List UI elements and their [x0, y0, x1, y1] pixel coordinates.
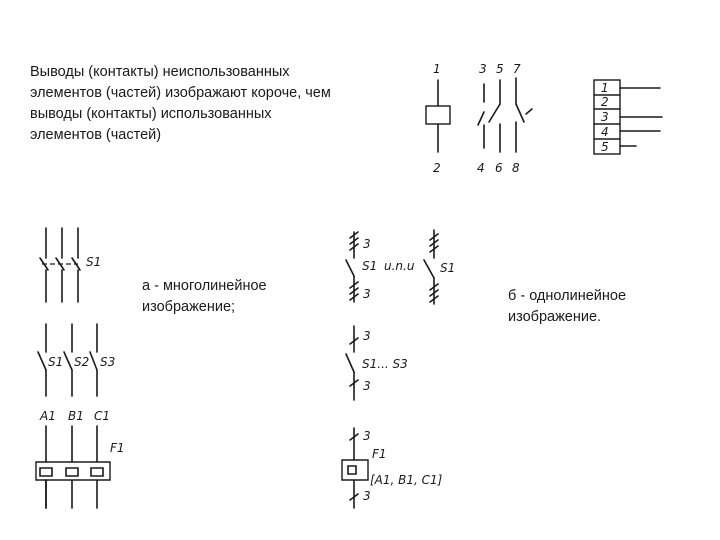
coil-symbol	[426, 106, 450, 124]
caption-line: а - многолинейное	[142, 278, 267, 294]
intro-line: Выводы (контакты) неиспользованных	[30, 64, 290, 80]
relay-label: F1	[372, 447, 387, 461]
switch-blade	[346, 260, 354, 276]
terminal-number: 5	[601, 140, 609, 154]
singleline-s1-alt	[424, 230, 455, 304]
switch-blade	[346, 354, 354, 372]
phase-label: C1	[94, 409, 111, 423]
multiline-switches-s1-s3	[38, 324, 115, 396]
singleline-f1	[342, 428, 443, 508]
switch-blade	[424, 260, 434, 278]
switch-range-label: S1... S3	[362, 357, 408, 371]
switch-mark: u.n.u	[384, 259, 415, 273]
contact-blade	[516, 104, 524, 122]
switch-label: S3	[100, 355, 116, 369]
terminal-label: 1	[433, 62, 441, 76]
pole-blade	[38, 352, 46, 370]
phase-label: A1	[40, 409, 56, 423]
intro-line: элементов (частей)	[30, 127, 162, 143]
phase-list: [A1, B1, C1]	[370, 473, 443, 487]
conductor-count: 3	[363, 429, 371, 443]
contact-blade	[526, 109, 532, 114]
conductor-count: 3	[363, 329, 371, 343]
conductor-count: 3	[363, 379, 371, 393]
conductor-count: 3	[363, 237, 371, 251]
terminal-block	[594, 80, 662, 154]
singleline-s1-s3	[346, 326, 408, 400]
switch-label: S1	[440, 261, 456, 275]
switch-label: S2	[74, 355, 90, 369]
relay-contacts-diagram	[426, 62, 532, 175]
pole-blade	[90, 352, 97, 370]
terminal-number: 2	[601, 95, 609, 109]
multiline-switch-s1	[40, 228, 101, 302]
intro-line: элементов (частей) изображают короче, чем	[30, 85, 331, 101]
intro-line: выводы (контакты) использованных	[30, 106, 272, 122]
pole-blade	[64, 352, 72, 370]
contact-blade	[478, 112, 484, 125]
terminal-number: 1	[601, 81, 609, 95]
caption-line: изображение.	[508, 309, 602, 325]
terminal-label: 8	[512, 161, 520, 175]
conductor-count: 3	[363, 489, 371, 503]
switch-label: S1	[48, 355, 64, 369]
switch-label: S1	[86, 255, 102, 269]
terminal-label: 4	[477, 161, 485, 175]
relay-frame	[342, 460, 368, 480]
caption-line: изображение;	[142, 299, 236, 315]
caption-line: б - однолинейное	[508, 288, 627, 304]
terminal-number: 4	[601, 125, 609, 139]
relay-label: F1	[110, 441, 125, 455]
singleline-s1	[346, 232, 415, 302]
switch-label: S1	[362, 259, 378, 273]
terminal-number: 3	[601, 110, 609, 124]
conductor-count: 3	[363, 287, 371, 301]
relay-frame	[36, 462, 110, 480]
terminal-label: 5	[496, 62, 504, 76]
multiline-relay-f1	[36, 409, 125, 508]
contact-blade	[489, 104, 500, 122]
terminal-label: 6	[495, 161, 503, 175]
terminal-label: 3	[479, 62, 487, 76]
phase-label: B1	[68, 409, 84, 423]
terminal-label: 7	[513, 62, 521, 76]
terminal-label: 2	[433, 161, 441, 175]
